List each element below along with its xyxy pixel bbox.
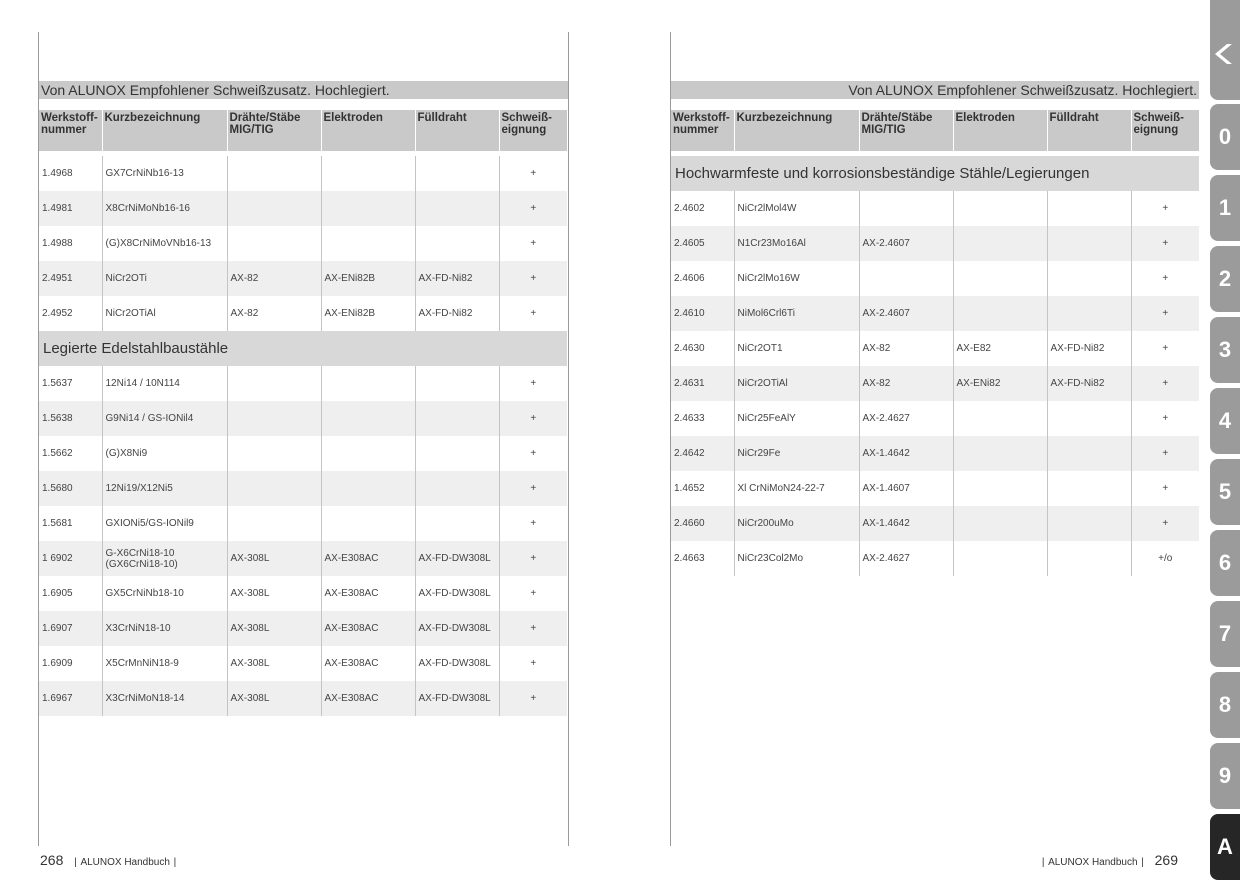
left-table-header: [39, 110, 567, 151]
cell-fuelldraht: AX-FD-Ni82: [1047, 331, 1131, 366]
cell-fuelldraht: [1047, 436, 1131, 471]
chapter-tab-9[interactable]: 9: [1210, 743, 1240, 809]
cell-fuelldraht: [1047, 296, 1131, 331]
cell-fuelldraht: [415, 226, 499, 261]
cell-kurzbezeichnung: G-X6CrNi18-10 (GX6CrNi18-10): [102, 541, 227, 576]
cell-fuelldraht: [1047, 506, 1131, 541]
cell-elektroden: [321, 226, 415, 261]
cell-schweisseignung: +: [499, 541, 567, 576]
cell-elektroden: [953, 541, 1047, 576]
table-row: [671, 296, 1199, 331]
cell-draehte-staebe: [227, 366, 321, 401]
cell-werkstoffnummer: 1.5680: [39, 471, 102, 506]
column-header-draehte-staebe: Drähte/Stäbe MIG/TIG: [859, 110, 953, 151]
cell-draehte-staebe: AX-308L: [227, 611, 321, 646]
cell-elektroden: [321, 436, 415, 471]
cell-kurzbezeichnung: NiCr23Col2Mo: [734, 541, 859, 576]
cell-elektroden: [953, 296, 1047, 331]
cell-werkstoffnummer: 1.5681: [42, 518, 73, 529]
right-table-header: [671, 110, 1199, 151]
left-footer: [40, 852, 176, 868]
column-header-kurzbezeichnung: Kurzbezeichnung: [102, 110, 227, 151]
cell-kurzbezeichnung: NiCr2lMo16W: [734, 261, 859, 296]
right-material-table: [671, 110, 1199, 576]
cell-schweisseignung: +: [499, 401, 567, 436]
cell-schweisseignung: +: [1131, 436, 1199, 471]
cell-fuelldraht: [1047, 191, 1131, 226]
column-header-werkstoffnummer: Werkstoff- nummer: [39, 110, 102, 151]
footer-separator: |: [173, 857, 177, 868]
column-header-draehte-staebe: Drähte/Stäbe MIG/TIG: [227, 110, 321, 151]
column-header-elektroden: Elektroden: [321, 110, 415, 151]
cell-draehte-staebe: AX-2.4607: [859, 296, 953, 331]
cell-draehte-staebe: AX-1.4642: [859, 436, 953, 471]
cell-kurzbezeichnung: NiCr2OTi: [102, 261, 227, 296]
section-heading-row: [39, 331, 567, 366]
footer-separator: |: [1041, 857, 1045, 868]
cell-fuelldraht: AX-FD-DW308L: [415, 681, 499, 716]
cell-draehte-staebe: [227, 156, 321, 191]
table-row: [39, 611, 567, 646]
cell-fuelldraht: [415, 156, 499, 191]
table-row: [671, 226, 1199, 261]
cell-kurzbezeichnung: NiCr2OTiAl: [734, 366, 859, 401]
table-row: [671, 471, 1199, 506]
cell-elektroden: [953, 261, 1047, 296]
cell-elektroden: AX-E308AC: [321, 646, 415, 681]
right-page: [620, 0, 1200, 876]
cell-elektroden: [953, 191, 1047, 226]
chapter-tab-6[interactable]: 6: [1210, 530, 1240, 596]
cell-schweisseignung: +: [499, 261, 567, 296]
cell-schweisseignung: +: [499, 191, 567, 226]
cell-elektroden: [321, 506, 415, 541]
cell-schweisseignung: +: [499, 226, 567, 261]
cell-schweisseignung: +: [499, 681, 567, 716]
table-row: [671, 506, 1199, 541]
cell-werkstoffnummer: 1.5662: [42, 448, 73, 459]
cell-fuelldraht: [415, 191, 499, 226]
cell-schweisseignung: +: [1131, 366, 1199, 401]
cell-werkstoffnummer: 2.4602: [674, 203, 705, 214]
footer-separator: |: [74, 857, 77, 868]
table-row: [39, 646, 567, 681]
table-row: [671, 541, 1199, 576]
table-row: [39, 261, 567, 296]
cell-elektroden: AX-ENi82B: [321, 296, 415, 331]
cell-werkstoffnummer: 2.4660: [671, 506, 734, 541]
section-heading-row: [671, 156, 1199, 191]
cell-werkstoffnummer: 2.4631: [671, 366, 734, 401]
table-row: [39, 436, 567, 471]
cell-schweisseignung: +: [499, 506, 567, 541]
cell-werkstoffnummer: 2.4630: [674, 343, 705, 354]
cell-werkstoffnummer: 1.5637: [42, 378, 73, 389]
cell-werkstoffnummer: 2.4606: [674, 273, 705, 284]
cell-werkstoffnummer: 1.4652: [674, 483, 705, 494]
cell-schweisseignung: +: [1131, 331, 1199, 366]
cell-kurzbezeichnung: GX5CrNiNb18-10: [102, 576, 227, 611]
cell-fuelldraht: [415, 436, 499, 471]
table-row: [39, 541, 567, 576]
cell-draehte-staebe: AX-1.4607: [859, 471, 953, 506]
cell-werkstoffnummer: 1 6902: [39, 541, 102, 576]
cell-kurzbezeichnung: X8CrNiMoNb16-16: [102, 191, 227, 226]
cell-elektroden: [321, 471, 415, 506]
cell-werkstoffnummer: 2.4633: [674, 413, 705, 424]
cell-werkstoffnummer: 1.6909: [42, 658, 73, 669]
right-footer: [1042, 852, 1178, 868]
left-banner: Von ALUNOX Empfohlener Schweißzusatz. Hochlegiert.: [39, 81, 568, 99]
cell-kurzbezeichnung: NiCr2OTiAl: [102, 296, 227, 331]
table-row: [39, 366, 567, 401]
table-row: [39, 681, 567, 716]
section-heading: Legierte Edelstahlbaustähle: [39, 331, 567, 366]
cell-fuelldraht: AX-FD-DW308L: [415, 541, 499, 576]
cell-elektroden: AX-ENi82: [953, 366, 1047, 401]
cell-fuelldraht: [1047, 261, 1131, 296]
cell-draehte-staebe: [227, 436, 321, 471]
footer-handbook-title: ALUNOX Handbuch: [80, 857, 170, 868]
table-row: [671, 191, 1199, 226]
chapter-tab-4[interactable]: 4: [1210, 388, 1240, 454]
cell-kurzbezeichnung: (G)X8CrNiMoVNb16-13: [102, 226, 227, 261]
cell-draehte-staebe: [227, 506, 321, 541]
chapter-tab-8[interactable]: 8: [1210, 672, 1240, 738]
column-header-kurzbezeichnung: Kurzbezeichnung: [734, 110, 859, 151]
table-row: [39, 471, 567, 506]
cell-werkstoffnummer: 1.4981: [39, 191, 102, 226]
left-material-table: [39, 110, 567, 716]
cell-kurzbezeichnung: X5CrMnNiN18-9: [102, 646, 227, 681]
cell-draehte-staebe: AX-308L: [227, 681, 321, 716]
cell-werkstoffnummer: 2.4663: [674, 553, 705, 564]
cell-werkstoffnummer: 1.4988: [42, 238, 73, 249]
cell-schweisseignung: +: [499, 156, 567, 191]
cell-draehte-staebe: AX-308L: [227, 576, 321, 611]
table-row: [39, 401, 567, 436]
column-header-fuelldraht: Fülldraht: [1047, 110, 1131, 151]
cell-schweisseignung: +/o: [1131, 541, 1199, 576]
cell-schweisseignung: +: [499, 366, 567, 401]
cell-elektroden: [953, 226, 1047, 261]
cell-schweisseignung: +: [1131, 401, 1199, 436]
cell-fuelldraht: [1047, 471, 1131, 506]
cell-schweisseignung: +: [1131, 261, 1199, 296]
cell-werkstoffnummer: 1.4968: [42, 168, 73, 179]
cell-kurzbezeichnung: X3CrNiN18-10: [102, 611, 227, 646]
cell-draehte-staebe: [859, 191, 953, 226]
cell-schweisseignung: +: [1131, 226, 1199, 261]
cell-schweisseignung: +: [499, 576, 567, 611]
cell-elektroden: [321, 156, 415, 191]
cell-kurzbezeichnung: NiCr29Fe: [734, 436, 859, 471]
cell-draehte-staebe: AX-308L: [227, 541, 321, 576]
chapter-tab-7[interactable]: 7: [1210, 601, 1240, 667]
cell-schweisseignung: +: [1131, 191, 1199, 226]
chapter-tabs: [1210, 0, 1240, 876]
cell-elektroden: AX-E308AC: [321, 611, 415, 646]
column-header-schweisseignung: Schweiß- eignung: [499, 110, 567, 151]
cell-schweisseignung: +: [499, 436, 567, 471]
table-row: [39, 296, 567, 331]
cell-werkstoffnummer: 1.5638: [39, 401, 102, 436]
cell-elektroden: [321, 191, 415, 226]
cell-elektroden: AX-E308AC: [321, 541, 415, 576]
cell-elektroden: [321, 401, 415, 436]
cell-draehte-staebe: AX-2.4627: [859, 541, 953, 576]
cell-fuelldraht: [415, 401, 499, 436]
table-row: [39, 156, 567, 191]
chapter-tab-5[interactable]: 5: [1210, 459, 1240, 525]
cell-schweisseignung: +: [499, 611, 567, 646]
footer-handbook-title: ALUNOX Handbuch: [1048, 857, 1138, 868]
cell-kurzbezeichnung: (G)X8Ni9: [102, 436, 227, 471]
cell-draehte-staebe: AX-82: [859, 331, 953, 366]
cell-elektroden: AX-ENi82B: [321, 261, 415, 296]
cell-elektroden: [321, 366, 415, 401]
cell-draehte-staebe: AX-2.4627: [859, 401, 953, 436]
cell-elektroden: [953, 436, 1047, 471]
table-row: [39, 226, 567, 261]
table-row: [671, 401, 1199, 436]
cell-draehte-staebe: AX-82: [227, 261, 321, 296]
cell-kurzbezeichnung: Xl CrNiMoN24-22-7: [734, 471, 859, 506]
cell-fuelldraht: [415, 471, 499, 506]
left-page-gutter-line: [568, 32, 569, 846]
cell-kurzbezeichnung: 12Ni19/X12Ni5: [102, 471, 227, 506]
page-number-268: 268: [40, 852, 64, 868]
cell-werkstoffnummer: 2.4605: [671, 226, 734, 261]
cell-schweisseignung: +: [499, 646, 567, 681]
table-row: [671, 366, 1199, 401]
cell-fuelldraht: AX-FD-Ni82: [415, 261, 499, 296]
cell-werkstoffnummer: 1.6967: [39, 681, 102, 716]
cell-elektroden: [953, 401, 1047, 436]
cell-werkstoffnummer: 2.4610: [671, 296, 734, 331]
table-row: [39, 576, 567, 611]
cell-kurzbezeichnung: NiMol6Crl6Ti: [734, 296, 859, 331]
cell-kurzbezeichnung: NiCr2OT1: [734, 331, 859, 366]
cell-kurzbezeichnung: GX7CrNiNb16-13: [102, 156, 227, 191]
cell-werkstoffnummer: 2.4951: [39, 261, 102, 296]
cell-werkstoffnummer: 2.4952: [42, 308, 73, 319]
left-page: [0, 0, 600, 876]
cell-fuelldraht: [415, 366, 499, 401]
chapter-tab-1[interactable]: 1: [1210, 175, 1240, 241]
cell-kurzbezeichnung: GXIONi5/GS-IONil9: [102, 506, 227, 541]
chapter-tab-a[interactable]: A: [1210, 814, 1240, 880]
table-row: [39, 191, 567, 226]
cell-schweisseignung: +: [1131, 506, 1199, 541]
cell-schweisseignung: +: [499, 471, 567, 506]
cell-kurzbezeichnung: NiCr2lMol4W: [734, 191, 859, 226]
cell-elektroden: [953, 506, 1047, 541]
table-row: [671, 261, 1199, 296]
column-header-elektroden: Elektroden: [953, 110, 1047, 151]
column-header-schweisseignung: Schweiß- eignung: [1131, 110, 1199, 151]
cell-schweisseignung: +: [499, 296, 567, 331]
cell-kurzbezeichnung: G9Ni14 / GS-IONil4: [102, 401, 227, 436]
cell-fuelldraht: AX-FD-Ni82: [415, 296, 499, 331]
cell-fuelldraht: [1047, 226, 1131, 261]
cell-fuelldraht: AX-FD-DW308L: [415, 646, 499, 681]
cell-fuelldraht: AX-FD-Ni82: [1047, 366, 1131, 401]
cell-draehte-staebe: [227, 191, 321, 226]
cell-elektroden: AX-E308AC: [321, 576, 415, 611]
cell-fuelldraht: AX-FD-DW308L: [415, 611, 499, 646]
cell-draehte-staebe: [227, 471, 321, 506]
cell-fuelldraht: [415, 506, 499, 541]
cell-kurzbezeichnung: X3CrNiMoN18-14: [102, 681, 227, 716]
cell-elektroden: AX-E82: [953, 331, 1047, 366]
cell-fuelldraht: [1047, 401, 1131, 436]
table-row: [671, 436, 1199, 471]
page-number-269: 269: [1154, 852, 1178, 868]
cell-fuelldraht: [1047, 541, 1131, 576]
cell-schweisseignung: +: [1131, 296, 1199, 331]
cell-draehte-staebe: AX-1.4642: [859, 506, 953, 541]
cell-werkstoffnummer: 1.6905: [42, 588, 73, 599]
cell-schweisseignung: +: [1131, 471, 1199, 506]
cell-kurzbezeichnung: 12Ni14 / 10N114: [102, 366, 227, 401]
cell-kurzbezeichnung: NiCr25FeAlY: [734, 401, 859, 436]
column-header-fuelldraht: Fülldraht: [415, 110, 499, 151]
chapter-tab-3[interactable]: 3: [1210, 317, 1240, 383]
chapter-tab-2[interactable]: 2: [1210, 246, 1240, 312]
cell-fuelldraht: AX-FD-DW308L: [415, 576, 499, 611]
column-header-werkstoffnummer: Werkstoff- nummer: [671, 110, 734, 151]
cell-werkstoffnummer: 2.4642: [671, 436, 734, 471]
table-row: [671, 331, 1199, 366]
cell-draehte-staebe: [227, 401, 321, 436]
cell-draehte-staebe: AX-82: [227, 296, 321, 331]
alunox-logo-icon: [1210, 0, 1240, 100]
footer-separator: |: [1141, 857, 1144, 868]
cell-draehte-staebe: AX-2.4607: [859, 226, 953, 261]
cell-draehte-staebe: AX-82: [859, 366, 953, 401]
section-heading: Hochwarmfeste und korrosionsbeständige Stähle/Legierungen: [671, 156, 1199, 191]
cell-werkstoffnummer: 1.6907: [39, 611, 102, 646]
chapter-tab-0[interactable]: 0: [1210, 104, 1240, 170]
alunox-logo-tab: [1210, 0, 1240, 100]
cell-draehte-staebe: AX-308L: [227, 646, 321, 681]
cell-kurzbezeichnung: N1Cr23Mo16Al: [734, 226, 859, 261]
cell-elektroden: [953, 471, 1047, 506]
table-row: [39, 506, 567, 541]
cell-draehte-staebe: [227, 226, 321, 261]
cell-elektroden: AX-E308AC: [321, 681, 415, 716]
cell-draehte-staebe: [859, 261, 953, 296]
cell-kurzbezeichnung: NiCr200uMo: [734, 506, 859, 541]
right-banner: Von ALUNOX Empfohlener Schweißzusatz. Hochlegiert.: [671, 81, 1199, 99]
